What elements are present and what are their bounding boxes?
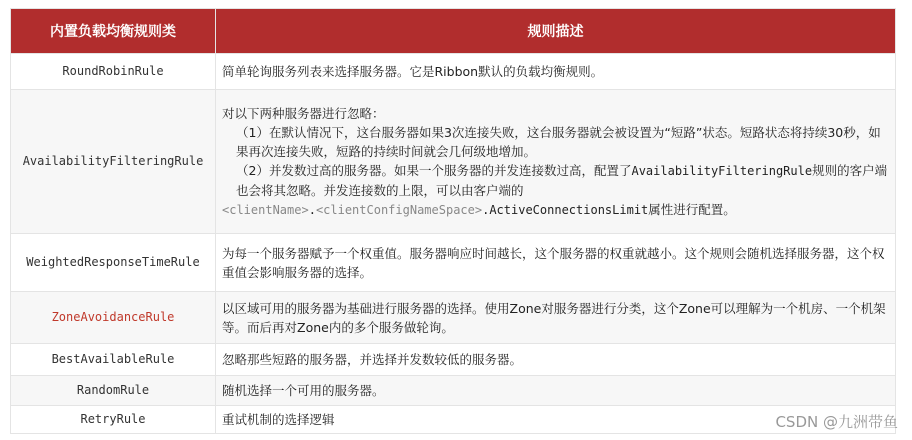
inline-code: .	[308, 202, 316, 217]
table-header-row	[11, 9, 896, 54]
rule-description: 忽略那些短路的服务器，并选择并发数较低的服务器。	[216, 344, 896, 376]
table-row	[11, 292, 896, 344]
rule-name: AvailabilityFilteringRule	[11, 90, 216, 234]
rule-name: ZoneAvoidanceRule	[11, 292, 216, 344]
description-intro: 对以下两种服务器进行忽略：	[222, 105, 385, 121]
inline-code: <clientName>	[222, 202, 309, 217]
table-row	[11, 376, 896, 406]
inline-code: AvailabilityFilteringRule	[631, 163, 813, 178]
description-text: （2）并发数过高的服务器。如果一个服务器的并发连接数过高，配置了	[236, 162, 632, 178]
description-text: 属性进行配置。	[648, 201, 736, 217]
inline-code: <clientConfigNameSpace>	[315, 202, 483, 217]
rule-name: RandomRule	[11, 376, 216, 406]
table-row	[11, 90, 896, 234]
inline-code: .ActiveConnectionsLimit	[482, 202, 649, 217]
table-row	[11, 234, 896, 292]
table-row	[11, 406, 896, 434]
header-rule-class: 内置负载均衡规则类	[11, 9, 216, 54]
table-row	[11, 54, 896, 90]
rule-description	[216, 90, 896, 234]
rule-name: BestAvailableRule	[11, 344, 216, 376]
rule-description: 重试机制的选择逻辑	[216, 406, 896, 434]
rule-description: 为每一个服务器赋予一个权重值。服务器响应时间越长，这个服务器的权重就越小。这个规则会随机选择服务器，这个权重值会影响服务器的选择。	[216, 234, 896, 292]
description-item-2	[222, 161, 889, 200]
table-row	[11, 344, 896, 376]
rule-name: WeightedResponseTimeRule	[11, 234, 216, 292]
csdn-watermark: CSDN @九洲带鱼	[775, 413, 898, 431]
rule-name: RoundRobinRule	[11, 54, 216, 90]
description-text: 规则的客户端也会将其忽略。并发连接数的上限，可以由客户端的	[236, 162, 888, 198]
load-balancing-rules-table	[10, 8, 896, 434]
description-item-1: （1）在默认情况下，这台服务器如果3次连接失败，这台服务器就会被设置为“短路”状态。短路状态将持续30秒，如果再次连接失败，短路的持续时间就会几何级地增加。	[236, 124, 881, 159]
rule-description: 随机选择一个可用的服务器。	[216, 376, 896, 406]
rule-name: RetryRule	[11, 406, 216, 434]
description-config-line	[222, 200, 889, 220]
header-rule-description: 规则描述	[216, 9, 896, 54]
rule-description: 以区域可用的服务器为基础进行服务器的选择。使用Zone对服务器进行分类，这个Zone可以理解为一个机房、一个机架等。而后再对Zone内的多个服务做轮询。	[216, 292, 896, 344]
rule-description: 简单轮询服务列表来选择服务器。它是Ribbon默认的负载均衡规则。	[216, 54, 896, 90]
